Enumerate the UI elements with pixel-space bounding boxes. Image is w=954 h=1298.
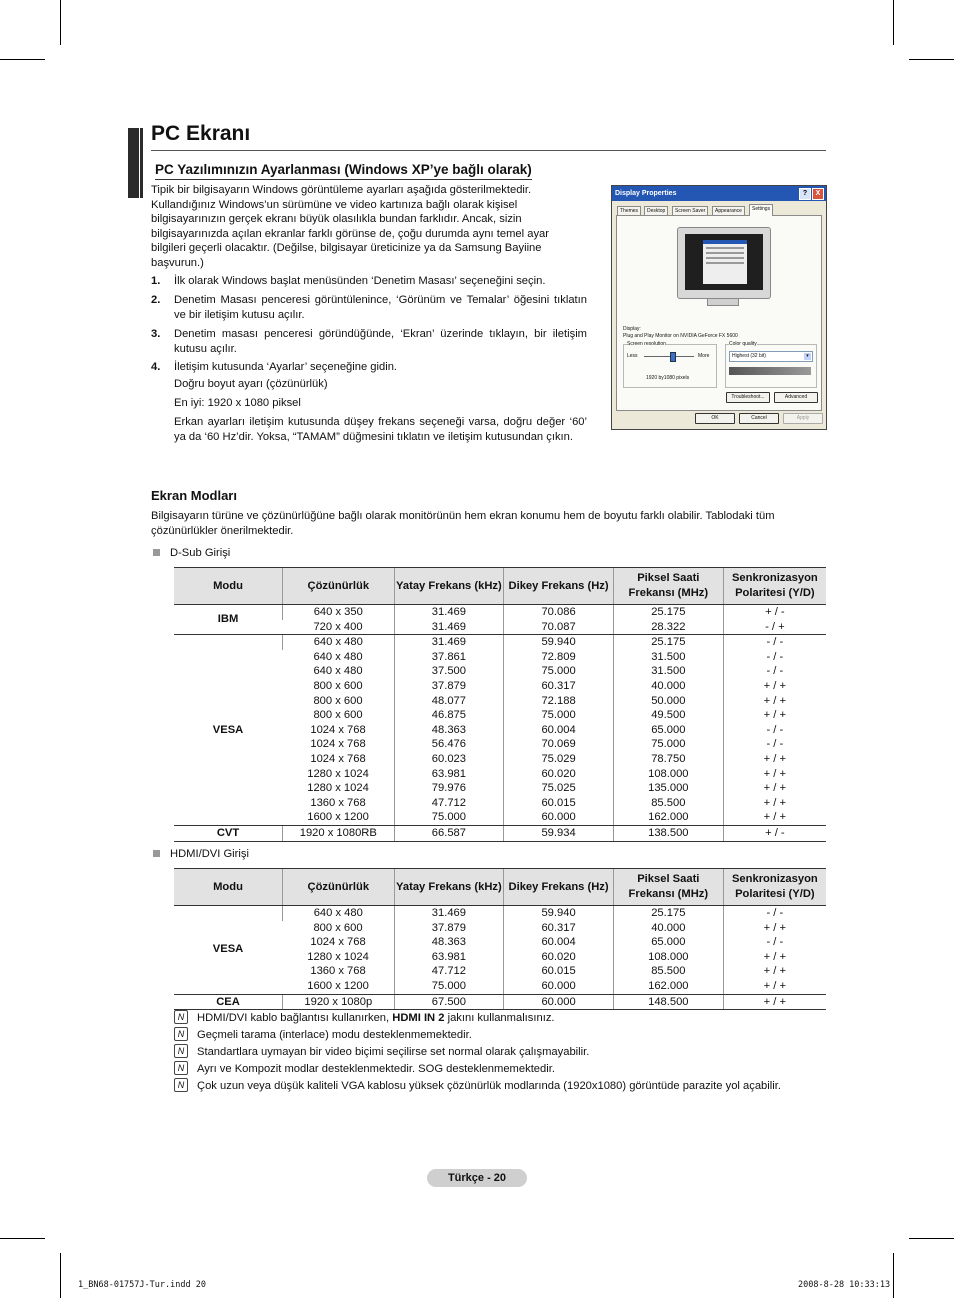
step-number: 4.	[151, 361, 161, 373]
table-cell: 31.469	[394, 635, 504, 650]
table-cell: 60.015	[504, 964, 614, 979]
table-cell: 162.000	[613, 810, 723, 825]
crop-mark	[60, 0, 61, 45]
table-cell: 800 x 600	[313, 694, 363, 707]
note-icon: N	[174, 1044, 188, 1058]
table-cell: 63.981	[394, 950, 504, 965]
window-title: Display Properties	[615, 190, 677, 197]
table-cell: 800 x 600	[313, 709, 363, 722]
table-cell: + / -	[723, 825, 826, 841]
table-cell: 60.020	[504, 767, 614, 782]
table-cell: 31.469	[394, 605, 504, 620]
table-cell: 48.363	[394, 723, 504, 738]
table-cell: 28.322	[613, 620, 723, 635]
table-cell: 25.175	[613, 605, 723, 620]
mode-cell: VESA	[174, 635, 283, 826]
table-cell: 63.981	[394, 767, 504, 782]
step-number: 1.	[151, 275, 161, 287]
table-cell: + / +	[723, 810, 826, 825]
table-header-row	[174, 568, 826, 605]
table-cell: 60.000	[504, 979, 614, 994]
table-cell: 48.363	[394, 935, 504, 950]
crop-mark	[60, 1253, 61, 1298]
monitor-screen	[685, 234, 763, 290]
table-cell: 46.875	[394, 708, 504, 723]
column-header: Piksel Saati Frekansı (MHz)	[613, 568, 723, 605]
color-quality-group	[725, 341, 817, 388]
tab-themes[interactable]: Themes	[617, 206, 641, 217]
table-cell: 67.500	[394, 994, 504, 1010]
table-cell: 70.087	[504, 620, 614, 635]
table-row	[174, 906, 826, 921]
note-item	[174, 1011, 555, 1025]
table-cell: 138.500	[613, 825, 723, 841]
table-cell: 1920 x 1080RB	[283, 825, 395, 841]
table-cell: 56.476	[394, 737, 504, 752]
intro-paragraph: Tipik bir bilgisayarın Windows görüntüleme ayarları aşağıda gösterilmektedir. Kullandığınız Windows’un sürümüne ve video kartınıza bağlı olarak kişisel bilgisayarınızın gerçek ekranı büyük olasılıkla bundan farklıdır. Ancak, sizin bilgisayarınızda açılan ekranlar farklı görünse de, çoğu durumda aynı temel ayar bilgileri geçerli olacaktır. (Değilse, bilgisayar üreticinize ya da Samsung Bayiine başvurun.)	[151, 184, 549, 269]
table-cell: 108.000	[613, 950, 723, 965]
step-text: Denetim masası penceresi göründüğünde, ‘Ekran’ üzerinde tıklayın, bir iletişim kutusu açılır.	[174, 328, 587, 355]
crop-mark	[893, 1253, 894, 1298]
table-cell: 78.750	[613, 752, 723, 767]
color-bar	[729, 367, 811, 375]
table-header-row	[174, 869, 826, 906]
table-cell: 47.712	[394, 964, 504, 979]
table-cell: + / +	[723, 708, 826, 723]
table-cell: - / +	[723, 620, 826, 635]
table-cell: 60.000	[504, 810, 614, 825]
note-text: Çok uzun veya düşük kaliteli VGA kablosu yüksek çözünürlük modlarında (1920x1080) görüntüde parazite yol açabilir.	[197, 1080, 781, 1092]
table-cell: + / +	[723, 796, 826, 811]
resolution-slider-thumb[interactable]	[670, 352, 676, 362]
mode-cell: CEA	[174, 994, 283, 1010]
table-cell: 1360 x 768	[310, 796, 366, 809]
table-cell: 1600 x 1200	[283, 810, 395, 825]
footer-file-info: 1_BN68-01757J-Tur.indd 20	[78, 1280, 206, 1290]
column-header: Çözünürlük	[283, 869, 395, 906]
table-cell: 75.000	[394, 979, 504, 994]
table-cell: 60.317	[504, 921, 614, 936]
step4-detail: Doğru boyut ayarı (çözünürlük)	[174, 378, 328, 390]
note-item	[174, 1079, 781, 1093]
table-cell: 48.077	[394, 694, 504, 709]
table-cell: 1024 x 768	[310, 723, 366, 736]
color-group-label: Color quality	[729, 341, 757, 347]
table-cell: 75.000	[613, 737, 723, 752]
column-header: Piksel Saati Frekansı (MHz)	[613, 869, 723, 906]
resolution-slider-track[interactable]	[644, 356, 694, 357]
page-number-badge: Türkçe - 20	[427, 1169, 527, 1187]
table-cell: 31.469	[394, 620, 504, 635]
table-cell: - / -	[723, 906, 826, 921]
note-item	[174, 1062, 555, 1076]
note-icon: N	[174, 1078, 188, 1092]
step-number: 3.	[151, 328, 161, 340]
tab-desktop[interactable]: Desktop	[644, 206, 668, 217]
note-item	[174, 1045, 589, 1059]
table-cell: 25.175	[613, 635, 723, 650]
column-header: Çözünürlük	[283, 568, 395, 605]
table-cell: 60.004	[504, 935, 614, 950]
display-label: Display:	[623, 326, 641, 332]
table-cell: 47.712	[394, 796, 504, 811]
table-cell: 59.940	[504, 635, 614, 650]
advanced-button[interactable]: Advanced	[774, 392, 818, 403]
table-row	[174, 994, 826, 1010]
table-cell: 1360 x 768	[310, 965, 366, 978]
tab-screen-saver[interactable]: Screen Saver	[672, 206, 708, 217]
table-cell: 31.500	[613, 650, 723, 665]
note-text: Geçmeli tarama (interlace) modu desteklenmemektedir.	[197, 1029, 472, 1041]
table1-caption	[153, 547, 230, 559]
step-item	[151, 274, 587, 289]
table2-caption-text: HDMI/DVI Girişi	[170, 848, 249, 860]
chevron-down-icon: ▾	[804, 353, 811, 360]
table-cell: 60.023	[394, 752, 504, 767]
display-value: Plug and Play Monitor on NVIDIA GeForce FX 5600	[623, 333, 738, 339]
less-label: Less	[627, 353, 638, 359]
preview-window	[703, 240, 747, 284]
monitor-stand	[707, 298, 739, 306]
table-cell: 640 x 480	[283, 635, 395, 650]
title-accent-bar	[128, 128, 139, 198]
square-bullet-icon	[153, 549, 160, 556]
resolution-group-label: Screen resolution	[627, 341, 666, 347]
table1-caption-text: D-Sub Girişi	[170, 547, 231, 559]
table-cell: - / -	[723, 737, 826, 752]
color-quality-value: Highest (32 bit)	[732, 353, 766, 359]
table-row	[174, 635, 826, 650]
tab-settings[interactable]: Settings	[749, 204, 773, 216]
title-accent-bar	[140, 128, 143, 198]
table-cell: 85.500	[613, 796, 723, 811]
troubleshoot-button[interactable]: Troubleshoot...	[726, 392, 770, 403]
table-cell: + / +	[723, 979, 826, 994]
screen-resolution-group	[623, 341, 717, 388]
table-cell: 162.000	[613, 979, 723, 994]
table-cell: + / +	[723, 679, 826, 694]
table-cell: 1024 x 768	[310, 936, 366, 949]
table-cell: 60.015	[504, 796, 614, 811]
modes-heading: Ekran Modları	[151, 488, 237, 503]
note-icon: N	[174, 1027, 188, 1041]
note-text-bold: HDMI IN 2	[392, 1012, 445, 1024]
table-cell: 800 x 600	[313, 679, 363, 692]
table-cell: 75.000	[394, 810, 504, 825]
mode-cell: IBM	[174, 605, 283, 635]
table-cell: + / +	[723, 694, 826, 709]
table-cell: 50.000	[613, 694, 723, 709]
column-header: Yatay Frekans (kHz)	[394, 568, 504, 605]
table-cell: 720 x 400	[283, 620, 395, 635]
tab-appearance[interactable]: Appearance	[712, 206, 745, 217]
table-cell: 640 x 480	[313, 650, 363, 663]
table-cell: 40.000	[613, 679, 723, 694]
display-properties-screenshot	[611, 185, 827, 430]
crop-mark	[893, 0, 894, 45]
step-item	[151, 360, 587, 375]
table-cell: - / -	[723, 635, 826, 650]
column-header: Modu	[174, 869, 283, 906]
step-text: Denetim Masası penceresi görüntülenince, ‘Görünüm ve Temalar’ öğesini tıklatın ve bir iletişim kutusu açılır.	[174, 294, 587, 321]
table-cell: 66.587	[394, 825, 504, 841]
table-cell: 31.469	[394, 906, 504, 921]
table-row	[174, 605, 826, 620]
step-text: İlk olarak Windows başlat menüsünden ‘Denetim Masası’ seçeneğini seçin.	[174, 275, 546, 287]
table-cell: 75.029	[504, 752, 614, 767]
crop-mark	[909, 1238, 954, 1239]
table-cell: + / +	[723, 752, 826, 767]
table-cell: 37.500	[394, 664, 504, 679]
hdmi-dvi-modes-table	[174, 868, 826, 1010]
step-number: 2.	[151, 294, 161, 306]
table-cell: 79.976	[394, 781, 504, 796]
mode-cell: CVT	[174, 825, 283, 841]
step-text: İletişim kutusunda ‘Ayarlar’ seçeneğine gidin.	[174, 361, 398, 373]
table-cell: 65.000	[613, 723, 723, 738]
table-cell: 800 x 600	[313, 921, 363, 934]
note-icon: N	[174, 1010, 188, 1024]
table-cell: + / +	[723, 964, 826, 979]
table-cell: 65.000	[613, 935, 723, 950]
ok-button[interactable]: OK	[695, 413, 735, 424]
table-cell: 1280 x 1024	[307, 782, 369, 795]
table-cell: 60.004	[504, 723, 614, 738]
table-cell: - / -	[723, 935, 826, 950]
help-button[interactable]: ?	[799, 188, 811, 200]
crop-mark	[909, 59, 954, 60]
table-cell: 60.020	[504, 950, 614, 965]
table-cell: 31.500	[613, 664, 723, 679]
column-header: Dikey Frekans (Hz)	[504, 869, 614, 906]
column-header: Senkronizasyon Polaritesi (Y/D)	[723, 869, 826, 906]
color-quality-select[interactable]	[729, 351, 813, 362]
table-cell: 640 x 480	[313, 665, 363, 678]
table-cell: 70.086	[504, 605, 614, 620]
column-header: Yatay Frekans (kHz)	[394, 869, 504, 906]
table-cell: 148.500	[613, 994, 723, 1010]
close-button[interactable]: X	[812, 188, 824, 200]
apply-button[interactable]: Apply	[783, 413, 823, 424]
crop-mark	[0, 1238, 45, 1239]
table-cell: 75.025	[504, 781, 614, 796]
footer-timestamp: 2008-8-28 10:33:13	[798, 1280, 891, 1290]
note-icon: N	[174, 1061, 188, 1075]
table-cell: 40.000	[613, 921, 723, 936]
page-title: PC Ekranı	[151, 122, 251, 145]
settings-panel	[616, 215, 822, 411]
step4-detail: En iyi: 1920 x 1080 piksel	[174, 397, 301, 409]
table-cell: 37.879	[394, 679, 504, 694]
table-cell: + / +	[723, 921, 826, 936]
section-subtitle: PC Yazılımınızın Ayarlanması (Windows XP’ye bağlı olarak)	[155, 161, 532, 180]
crop-mark	[0, 59, 45, 60]
note-text: jakını kullanmalısınız.	[444, 1012, 555, 1024]
table-cell: + / +	[723, 950, 826, 965]
table-cell: 135.000	[613, 781, 723, 796]
table-cell: 1024 x 768	[310, 752, 366, 765]
table-cell: 59.940	[504, 906, 614, 921]
window-titlebar	[612, 186, 826, 201]
more-label: More	[698, 353, 710, 359]
note-text: Ayrı ve Kompozit modlar desteklenmektedir. SOG desteklenmemektedir.	[197, 1063, 555, 1075]
note-item	[174, 1028, 472, 1042]
table-cell: 1280 x 1024	[307, 950, 369, 963]
table-cell: 75.000	[504, 708, 614, 723]
table-cell: 640 x 480	[283, 906, 395, 921]
table-cell: 1600 x 1200	[283, 979, 395, 994]
table2-caption	[153, 848, 249, 860]
column-header: Modu	[174, 568, 283, 605]
table-cell: 25.175	[613, 906, 723, 921]
table-cell: + / +	[723, 767, 826, 782]
table-cell: 49.500	[613, 708, 723, 723]
table-cell: + / +	[723, 994, 826, 1010]
note-text: HDMI/DVI kablo bağlantısı kullanırken,	[197, 1012, 393, 1024]
table-cell: 1920 x 1080p	[283, 994, 395, 1010]
note-text: Standartlara uymayan bir video biçimi seçilirse set normal olarak çalışmayabilir.	[197, 1046, 590, 1058]
table-cell: - / -	[723, 723, 826, 738]
mode-cell: VESA	[174, 906, 283, 995]
step-item	[151, 327, 587, 356]
table-cell: 72.809	[504, 650, 614, 665]
monitor-preview	[677, 227, 771, 299]
table-cell: 1280 x 1024	[307, 767, 369, 780]
column-header: Senkronizasyon Polaritesi (Y/D)	[723, 568, 826, 605]
dsub-modes-table	[174, 567, 826, 842]
table-cell: - / -	[723, 650, 826, 665]
modes-intro: Bilgisayarın türüne ve çözünürlüğüne bağlı olarak monitörünün hem ekran konumu hem de boyutu farklı olabilir. Tablodaki tüm çözünürlükler önerilmektedir.	[151, 510, 775, 537]
table-cell: 72.188	[504, 694, 614, 709]
resolution-value: 1920 by1080 pixels	[646, 375, 690, 381]
table-cell: + / +	[723, 781, 826, 796]
table-cell: 640 x 350	[283, 605, 395, 620]
cancel-button[interactable]: Cancel	[739, 413, 779, 424]
table-cell: 75.000	[504, 664, 614, 679]
table-cell: 60.000	[504, 994, 614, 1010]
step-item	[151, 293, 587, 322]
table-cell: 108.000	[613, 767, 723, 782]
square-bullet-icon	[153, 850, 160, 857]
table-cell: 37.879	[394, 921, 504, 936]
table-cell: 1024 x 768	[310, 738, 366, 751]
table-row	[174, 825, 826, 841]
table-cell: 60.317	[504, 679, 614, 694]
table-cell: + / -	[723, 605, 826, 620]
table-cell: 85.500	[613, 964, 723, 979]
step4-detail: Erkan ayarları iletişim kutusunda düşey frekans seçeneği varsa, doğru değer ‘60’ ya da ‘60 Hz’dir. Yoksa, “TAMAM” düğmesini tıklatın ve iletişim kutusundan çıkın.	[174, 416, 587, 443]
table-cell: 70.069	[504, 737, 614, 752]
table-cell: 59.934	[504, 825, 614, 841]
table-cell: 37.861	[394, 650, 504, 665]
column-header: Dikey Frekans (Hz)	[504, 568, 614, 605]
title-divider	[151, 150, 826, 151]
table-cell: - / -	[723, 664, 826, 679]
